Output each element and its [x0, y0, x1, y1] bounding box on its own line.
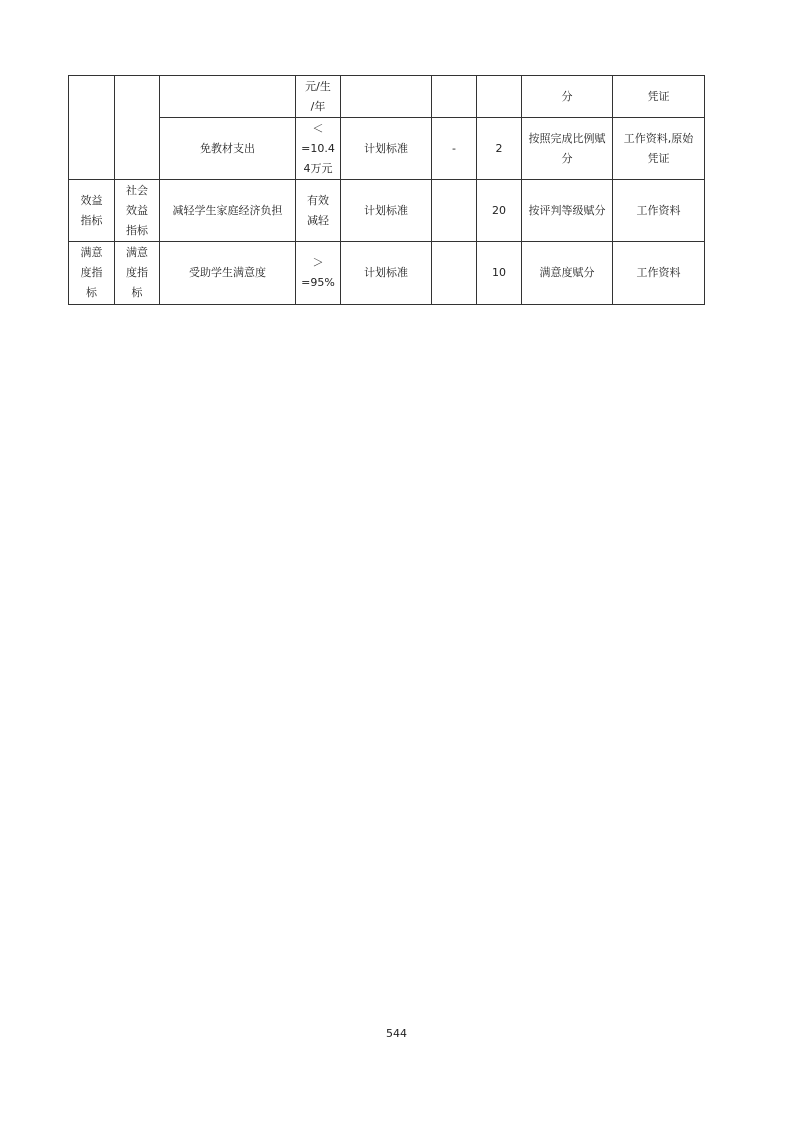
- table-cell-standard: [341, 118, 432, 180]
- cell-text: 受助学生满意度: [189, 266, 266, 279]
- table-cell-level1: [69, 180, 115, 242]
- cell-text: 10: [492, 266, 506, 279]
- cell-text: 计划标准: [364, 141, 408, 155]
- cell-text: 有效 减轻: [307, 193, 329, 227]
- table-cell-level1: [69, 242, 115, 305]
- table-cell-standard: [341, 242, 432, 305]
- table-cell-indicator: [160, 118, 296, 180]
- table-cell-indicator: [160, 242, 296, 305]
- table-cell-weight: [477, 242, 522, 305]
- table-cell-value: [296, 242, 341, 305]
- table-cell-dash-empty: [432, 76, 477, 118]
- cell-text: 分: [561, 89, 573, 103]
- table-cell-scoring: [522, 76, 613, 118]
- table-row: [69, 118, 705, 180]
- table-cell-dash-empty: [432, 242, 477, 305]
- cell-text: ＜ =10.4 4万元: [301, 121, 335, 175]
- cell-text: 效益 指标: [80, 193, 103, 227]
- table-row: [69, 180, 705, 242]
- table-cell-indicator: [160, 180, 296, 242]
- cell-text: 20: [492, 203, 506, 217]
- table-cell-evidence: [613, 118, 705, 180]
- table-cell-level2: [115, 180, 160, 242]
- table-cell-level2-empty: [115, 76, 160, 180]
- cell-text: 免教材支出: [200, 141, 255, 155]
- cell-text: 按评判等级赋分: [528, 203, 606, 217]
- table-cell-weight: [477, 118, 522, 180]
- cell-text: 工作资料: [636, 203, 681, 217]
- cell-text: -: [452, 141, 456, 155]
- table-cell-level2: [115, 242, 160, 305]
- cell-text: 工作资料,原始 凭证: [623, 131, 694, 165]
- table-row: [69, 242, 705, 305]
- table-cell-weight-empty: [477, 76, 522, 118]
- page-number: 544: [386, 1027, 407, 1040]
- table-cell-evidence: [613, 180, 705, 242]
- cell-text: 元/生 /年: [305, 79, 331, 113]
- cell-text: 满意度赋分: [539, 266, 595, 279]
- cell-text: 工作资料: [636, 266, 681, 279]
- table-cell-dash: [432, 118, 477, 180]
- table-cell-scoring: [522, 180, 613, 242]
- table-cell-value: [296, 76, 341, 118]
- table-cell-value: [296, 180, 341, 242]
- table-cell-scoring: [522, 118, 613, 180]
- cell-text: 计划标准: [364, 203, 408, 217]
- cell-text: 满意 度指 标: [126, 246, 148, 299]
- table-row: [69, 76, 705, 118]
- cell-text: 满意 度指 标: [80, 246, 103, 299]
- table-cell-standard: [341, 180, 432, 242]
- table-cell-dash-empty: [432, 180, 477, 242]
- cell-text: 凭证: [647, 89, 670, 103]
- table-cell-value: [296, 118, 341, 180]
- cell-text: 2: [495, 141, 503, 155]
- table-cell-scoring: [522, 242, 613, 305]
- table-cell-standard-empty: [341, 76, 432, 118]
- table-cell-evidence: [613, 76, 705, 118]
- cell-text: ＞ =95%: [301, 256, 335, 289]
- table-cell-evidence: [613, 242, 705, 305]
- table-cell-weight: [477, 180, 522, 242]
- performance-indicator-table: [68, 75, 705, 305]
- cell-text: 计划标准: [364, 266, 408, 279]
- cell-text: 减轻学生家庭经济负担: [172, 203, 283, 217]
- table-cell-indicator-empty: [160, 76, 296, 118]
- cell-text: 社会 效益 指标: [126, 183, 148, 237]
- table-cell-level1-empty: [69, 76, 115, 180]
- cell-text: 按照完成比例赋 分: [528, 131, 606, 165]
